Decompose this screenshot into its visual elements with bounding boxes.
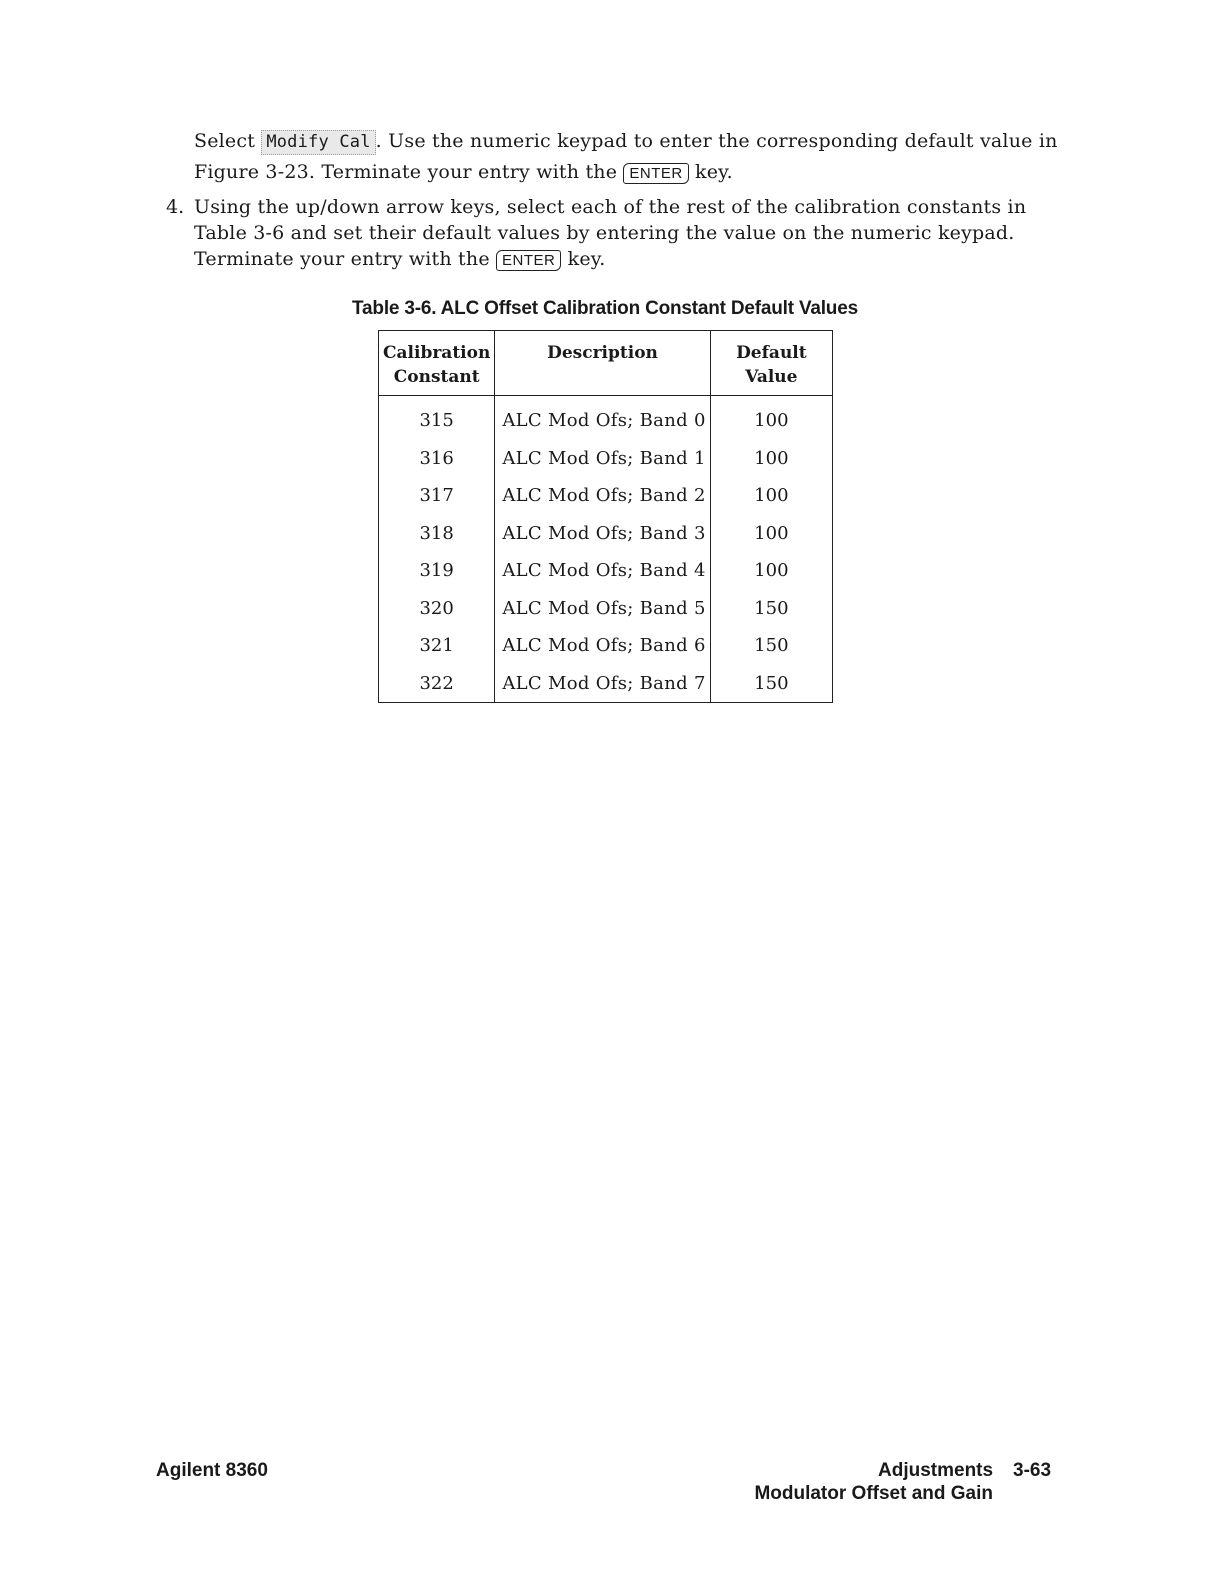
cell-default-value: 150	[710, 627, 832, 665]
table-row	[379, 627, 833, 665]
cell-default-value: 150	[710, 590, 832, 628]
footer-manual-title: Agilent 8360	[156, 1460, 268, 1481]
step3-text-use-keypad: . Use the numeric keypad to enter the corresponding default value in	[375, 130, 1058, 152]
header-calibration-line1: Calibration	[383, 343, 491, 363]
enter-key: ENTER	[623, 163, 688, 184]
step3-text-key: key.	[695, 161, 733, 183]
table-row	[379, 665, 833, 703]
table-row	[379, 515, 833, 553]
cell-description: ALC Mod Ofs; Band 7	[495, 665, 710, 703]
footer-page-number: 3-63	[1013, 1460, 1052, 1481]
step3-line-2	[194, 159, 1058, 187]
step4-line-2: Table 3-6 and set their default values by entering the value on the numeric keypad.	[194, 222, 1015, 244]
footer-section-title: Adjustments	[878, 1460, 994, 1481]
cell-default-value: 100	[710, 515, 832, 553]
cell-constant: 316	[379, 440, 495, 478]
step3-paragraph	[194, 128, 1058, 187]
step4-number: 4.	[166, 196, 185, 218]
step4-text-key: key.	[567, 248, 606, 270]
cell-constant: 315	[379, 396, 495, 440]
step4-paragraph	[194, 194, 1026, 274]
cell-default-value: 100	[710, 477, 832, 515]
cell-description: ALC Mod Ofs; Band 2	[495, 477, 710, 515]
cell-constant: 319	[379, 552, 495, 590]
cell-default-value: 100	[710, 396, 832, 440]
cell-constant: 320	[379, 590, 495, 628]
step3-line-1	[194, 128, 1058, 155]
cell-default-value: 150	[710, 665, 832, 703]
table-row	[379, 440, 833, 478]
cell-constant: 318	[379, 515, 495, 553]
cell-default-value: 100	[710, 440, 832, 478]
cell-constant: 322	[379, 665, 495, 703]
header-default-value: Default Value	[710, 331, 832, 396]
cell-description: ALC Mod Ofs; Band 3	[495, 515, 710, 553]
table-row	[379, 552, 833, 590]
header-calibration-line2: Constant	[393, 367, 480, 387]
cell-description: ALC Mod Ofs; Band 1	[495, 440, 710, 478]
table-row	[379, 477, 833, 515]
table-row	[379, 396, 833, 440]
step4-line-3	[194, 246, 1026, 274]
header-description: Description	[495, 331, 710, 396]
cell-description: ALC Mod Ofs; Band 5	[495, 590, 710, 628]
step3-text-figure: Figure 3-23. Terminate your entry with the	[194, 161, 618, 183]
cell-description: ALC Mod Ofs; Band 0	[495, 396, 710, 440]
calibration-table	[378, 330, 833, 703]
cell-default-value: 100	[710, 552, 832, 590]
cell-constant: 321	[379, 627, 495, 665]
header-calibration-constant	[379, 331, 495, 396]
step3-text-select: Select	[194, 130, 256, 152]
table-header-row	[379, 331, 833, 396]
table-row	[379, 590, 833, 628]
step4-line-1: Using the up/down arrow keys, select each of the rest of the calibration constants in	[194, 196, 1027, 218]
step4-text-terminate: Terminate your entry with the	[194, 248, 490, 270]
modify-cal-softkey: Modify Cal	[261, 130, 375, 155]
enter-key: ENTER	[496, 250, 561, 271]
table-caption: Table 3-6. ALC Offset Calibration Constant Default Values	[352, 298, 858, 319]
cell-description: ALC Mod Ofs; Band 6	[495, 627, 710, 665]
footer-subsection-title: Modulator Offset and Gain	[754, 1483, 993, 1504]
cell-description: ALC Mod Ofs; Band 4	[495, 552, 710, 590]
cell-constant: 317	[379, 477, 495, 515]
